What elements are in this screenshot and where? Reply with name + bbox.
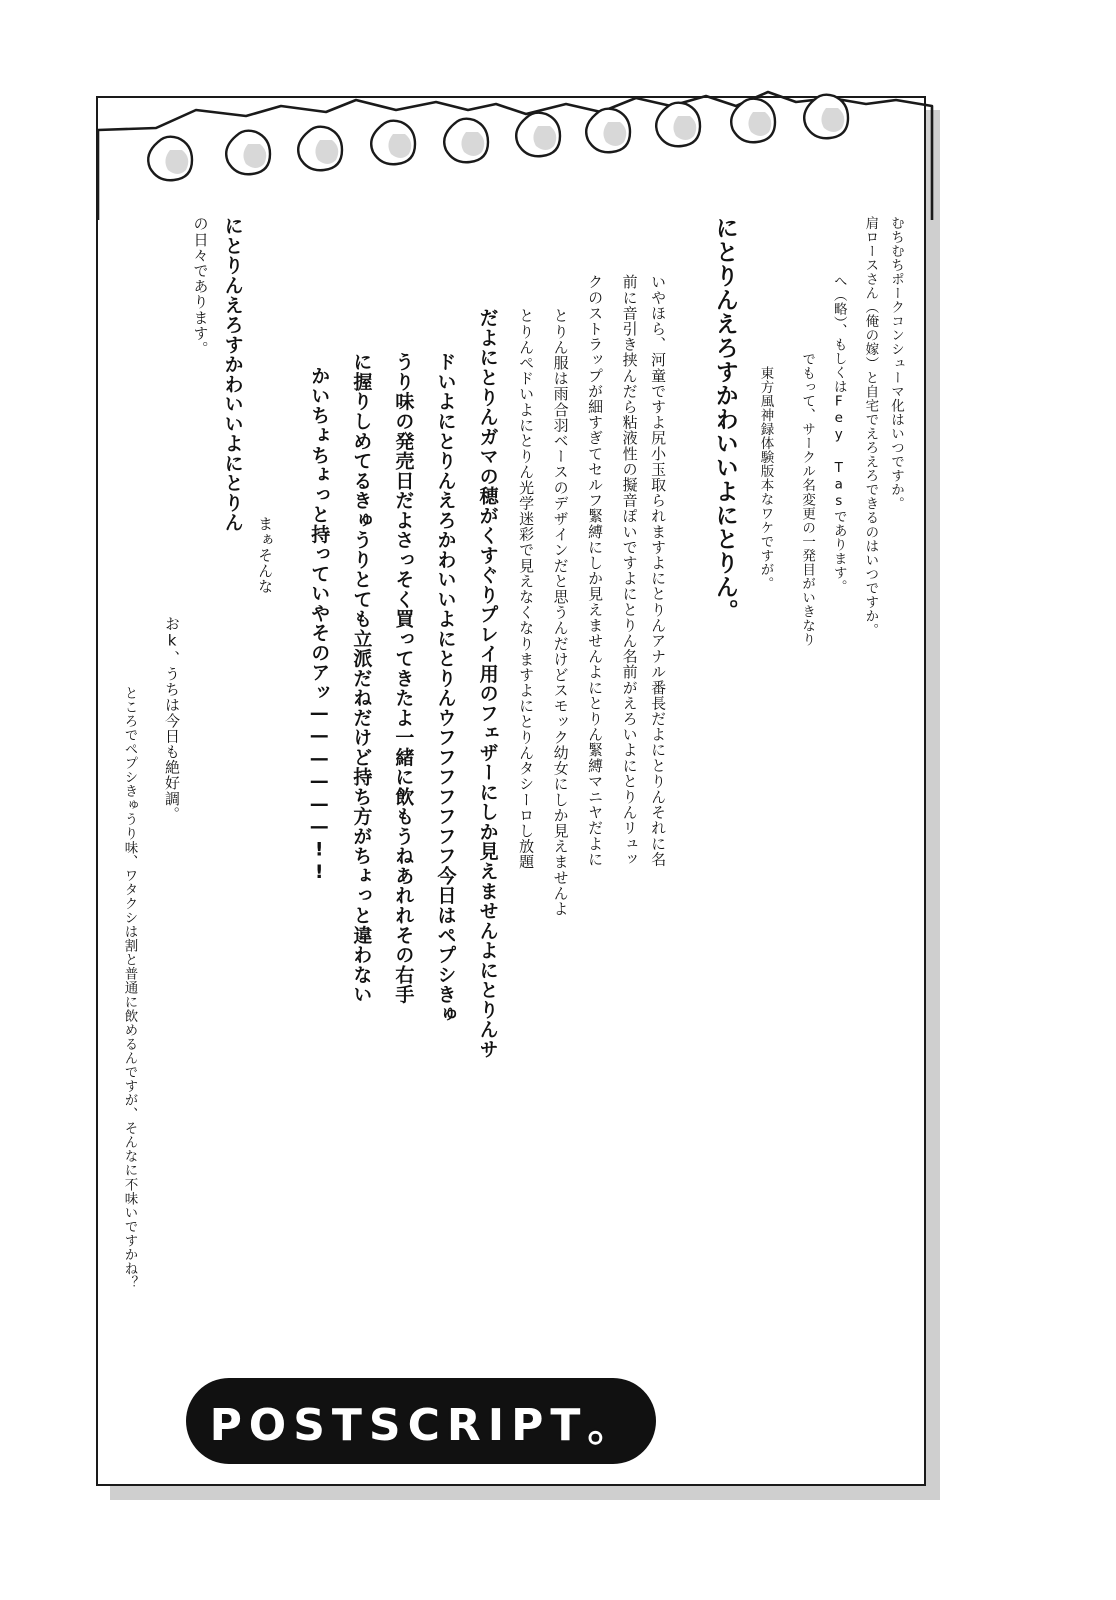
text-column-03: へ（略）、もしくはFey Tasであります。 — [830, 274, 847, 594]
text-column-14: うり味の発売日だよさっそく買ってきたよ一緒に飲もうねあれれその右手 — [392, 352, 415, 1005]
text-column-05: 東方風神録体験版本なワケですが。 — [757, 366, 774, 591]
text-column-04: でもって、サークル名変更の一発目がいきなり — [799, 352, 816, 647]
text-column-09: クのストラップが細すぎてセルフ緊縛にしか見えませんよにとりん緊縛マニヤだよに — [586, 274, 605, 867]
text-column-06-headline: にとりんえろすかわいいよにとりん。 — [711, 216, 738, 623]
postscript-banner — [186, 1378, 656, 1464]
text-group-headline — [702, 216, 746, 623]
text-column-17-lead: まぁそんな — [256, 516, 275, 594]
postscript-body — [96, 96, 926, 1486]
text-column-16: かいちょちょっと持っていやそのアッ——————!! — [308, 366, 331, 884]
text-column-12: だよにとりんガマの穂がくすぐりプレイ用のフェザーにしか見えませんよにとりんサ — [476, 308, 499, 1059]
text-column-13: ドいよにとりんえろかわいいよにとりんウフフフフフフフ今日はペプシきゅ — [434, 352, 457, 1024]
text-group-intro — [746, 216, 908, 647]
text-column-18: おk、うちは今日も絶好調。 — [163, 616, 182, 822]
text-column-15: に握りしめてるきゅうりとても立派だねだけど持ち方がちょっと違わない — [350, 352, 373, 1005]
text-column-10: とりん服は雨合羽ベースのデザインだと思うんだけどスモック幼女にしか見えませんよ — [551, 308, 570, 917]
text-group-closing — [86, 216, 279, 1290]
text-column-01: むちむちポークコンシューマ化はいつですか。 — [888, 216, 904, 511]
text-column-11: とりんぺドいよにとりん光学迷彩で見えなくなりますよにとりんタシーロし放題 — [517, 308, 536, 870]
text-column-02: 肩ロースさん（俺の嫁）と自宅でえろえろできるのはいつですか。 — [862, 216, 879, 638]
text-column-17-tail: の日々であります。 — [191, 216, 210, 357]
text-column-17-emphasis: にとりんえろすかわいいよにとりん — [221, 216, 244, 533]
postscript-banner-label: POSTSCRIPT。 — [209, 1400, 639, 1451]
text-column-19: ところでペプシきゅうり味、ワタクシは割と普通に飲めるんですが、そんなに不味いですかね？ — [121, 686, 138, 1290]
text-group-main — [295, 216, 672, 1059]
text-column-07: いやほら、河童ですよ尻小玉取られますよにとりんアナル番長だよにとりんそれに名 — [649, 274, 668, 867]
text-column-08: 前に音引き挟んだら粘液性の擬音ぽいですよにとりん名前がえろいよにとりんリュッ — [620, 274, 639, 867]
